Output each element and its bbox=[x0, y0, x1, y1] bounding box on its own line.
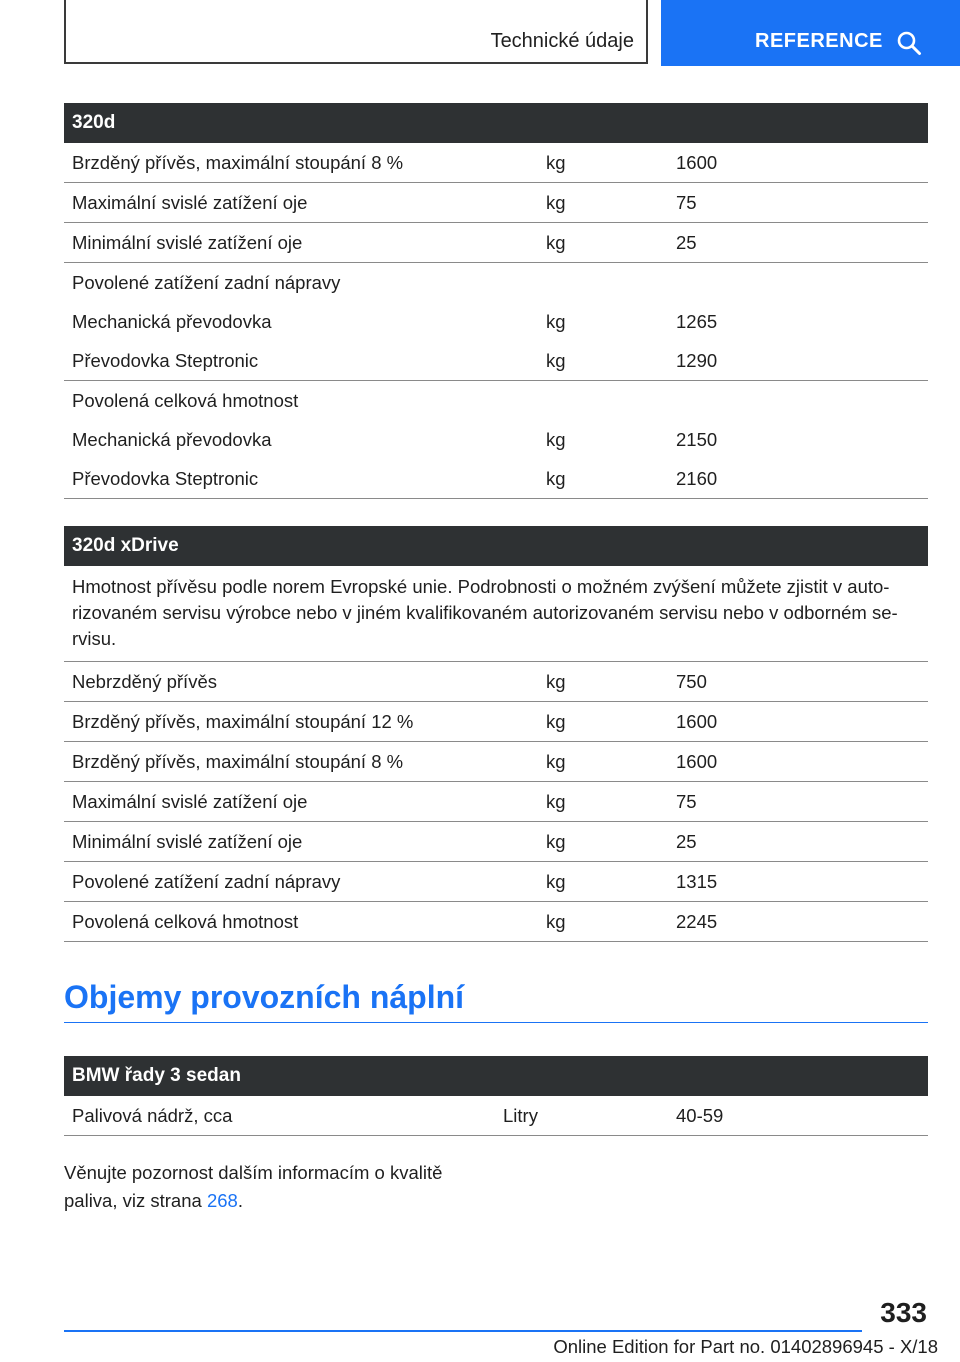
row-label: Maximální svislé zatížení oje bbox=[72, 192, 308, 213]
row-unit: kg bbox=[546, 671, 566, 692]
row-value: 1600 bbox=[676, 711, 718, 732]
row-value: 1600 bbox=[676, 751, 718, 772]
row-label: Mechanická převodovka bbox=[72, 429, 272, 450]
row-unit: kg bbox=[546, 911, 566, 932]
row-unit: kg bbox=[546, 232, 566, 253]
row-label: Povolená celková hmotnost bbox=[72, 911, 299, 932]
header-section-box bbox=[64, 0, 648, 64]
row-label: Převodovka Steptronic bbox=[72, 468, 259, 489]
row-value: 40-59 bbox=[676, 1105, 724, 1126]
page-number: 333 bbox=[880, 1297, 927, 1328]
note-line: rvisu. bbox=[72, 628, 117, 649]
row-value: 1265 bbox=[676, 311, 718, 332]
row-unit: kg bbox=[546, 152, 566, 173]
note-line: Věnujte pozornost dalším informacím o kvalitě bbox=[64, 1162, 443, 1183]
note-text: paliva, viz strana bbox=[64, 1190, 207, 1211]
note-line: rizovaném servisu výrobce nebo v jiném kvalifikovaném autorizovaném servisu nebo v odborném se- bbox=[72, 602, 898, 623]
row-label: Povolené zatížení zadní nápravy bbox=[72, 871, 341, 892]
section-heading: Objemy provozních náplní bbox=[64, 979, 928, 1023]
row-label: Brzděný přívěs, maximální stoupání 12 % bbox=[72, 711, 414, 732]
row-unit: kg bbox=[546, 751, 566, 772]
row-label: Převodovka Steptronic bbox=[72, 350, 259, 371]
table-row bbox=[64, 143, 928, 183]
table-row-group-heading bbox=[64, 381, 928, 420]
table-row bbox=[64, 822, 928, 862]
table-row bbox=[64, 459, 928, 499]
row-value: 1315 bbox=[676, 871, 718, 892]
table-title: 320d xDrive bbox=[64, 526, 928, 566]
row-label: Minimální svislé zatížení oje bbox=[72, 232, 303, 253]
row-value: 750 bbox=[676, 671, 707, 692]
row-label: Mechanická převodovka bbox=[72, 311, 272, 332]
row-unit: kg bbox=[546, 311, 566, 332]
search-icon[interactable] bbox=[896, 30, 922, 56]
page-link[interactable]: 268 bbox=[206, 1190, 238, 1211]
footer-edition: Online Edition for Part no. 01402896945 - X/18 bbox=[553, 1336, 938, 1357]
section-title-label: Technické údaje bbox=[490, 30, 634, 52]
row-value: 25 bbox=[676, 232, 697, 253]
row-unit: kg bbox=[546, 468, 566, 489]
table-row bbox=[64, 341, 928, 381]
row-unit: kg bbox=[546, 350, 566, 371]
note-end: . bbox=[237, 1190, 243, 1211]
table-row bbox=[64, 902, 928, 942]
table-row bbox=[64, 702, 928, 742]
row-label: Nebrzděný přívěs bbox=[72, 671, 217, 692]
table-row bbox=[64, 302, 928, 341]
row-value: 2160 bbox=[676, 468, 718, 489]
row-value: 2150 bbox=[676, 429, 718, 450]
reference-tab[interactable] bbox=[661, 0, 960, 66]
row-label: Povolené zatížení zadní nápravy bbox=[72, 272, 341, 293]
footer-divider bbox=[64, 1330, 862, 1332]
table-row bbox=[64, 223, 928, 263]
table-row bbox=[64, 662, 928, 702]
row-label: Maximální svislé zatížení oje bbox=[72, 791, 308, 812]
table-row bbox=[64, 742, 928, 782]
note-line bbox=[64, 1187, 484, 1215]
row-value: 25 bbox=[676, 831, 697, 852]
table-320d bbox=[64, 103, 928, 499]
row-unit: kg bbox=[546, 871, 566, 892]
table-row bbox=[64, 183, 928, 223]
row-unit: kg bbox=[546, 711, 566, 732]
row-value: 75 bbox=[676, 791, 697, 812]
row-unit: kg bbox=[546, 192, 566, 213]
row-label: Povolená celková hmotnost bbox=[72, 390, 299, 411]
table-title: BMW řady 3 sedan bbox=[64, 1056, 928, 1096]
row-label: Brzděný přívěs, maximální stoupání 8 % bbox=[72, 152, 404, 173]
table-title: 320d bbox=[64, 103, 928, 143]
row-value: 1600 bbox=[676, 152, 718, 173]
table-fluids bbox=[64, 1056, 928, 1136]
table-320d-xdrive bbox=[64, 526, 928, 942]
row-label: Brzděný přívěs, maximální stoupání 8 % bbox=[72, 751, 404, 772]
row-label: Minimální svislé zatížení oje bbox=[72, 831, 303, 852]
table-row bbox=[64, 862, 928, 902]
row-value: 2245 bbox=[676, 911, 718, 932]
table-row bbox=[64, 1096, 928, 1136]
row-value: 1290 bbox=[676, 350, 718, 371]
table-note bbox=[64, 566, 928, 662]
row-label: Palivová nádrž, cca bbox=[72, 1105, 233, 1126]
row-unit: kg bbox=[546, 429, 566, 450]
fuel-quality-note bbox=[64, 1159, 484, 1215]
row-value: 75 bbox=[676, 192, 697, 213]
row-unit: kg bbox=[546, 791, 566, 812]
reference-label[interactable]: REFERENCE bbox=[755, 30, 883, 52]
note-line: Hmotnost přívěsu podle norem Evropské unie. Podrobnosti o možném zvýšení můžete zjistit v auto- bbox=[72, 576, 890, 597]
row-unit: Litry bbox=[503, 1105, 538, 1126]
table-row-group-heading bbox=[64, 263, 928, 302]
table-row bbox=[64, 782, 928, 822]
row-unit: kg bbox=[546, 831, 566, 852]
table-row bbox=[64, 420, 928, 459]
